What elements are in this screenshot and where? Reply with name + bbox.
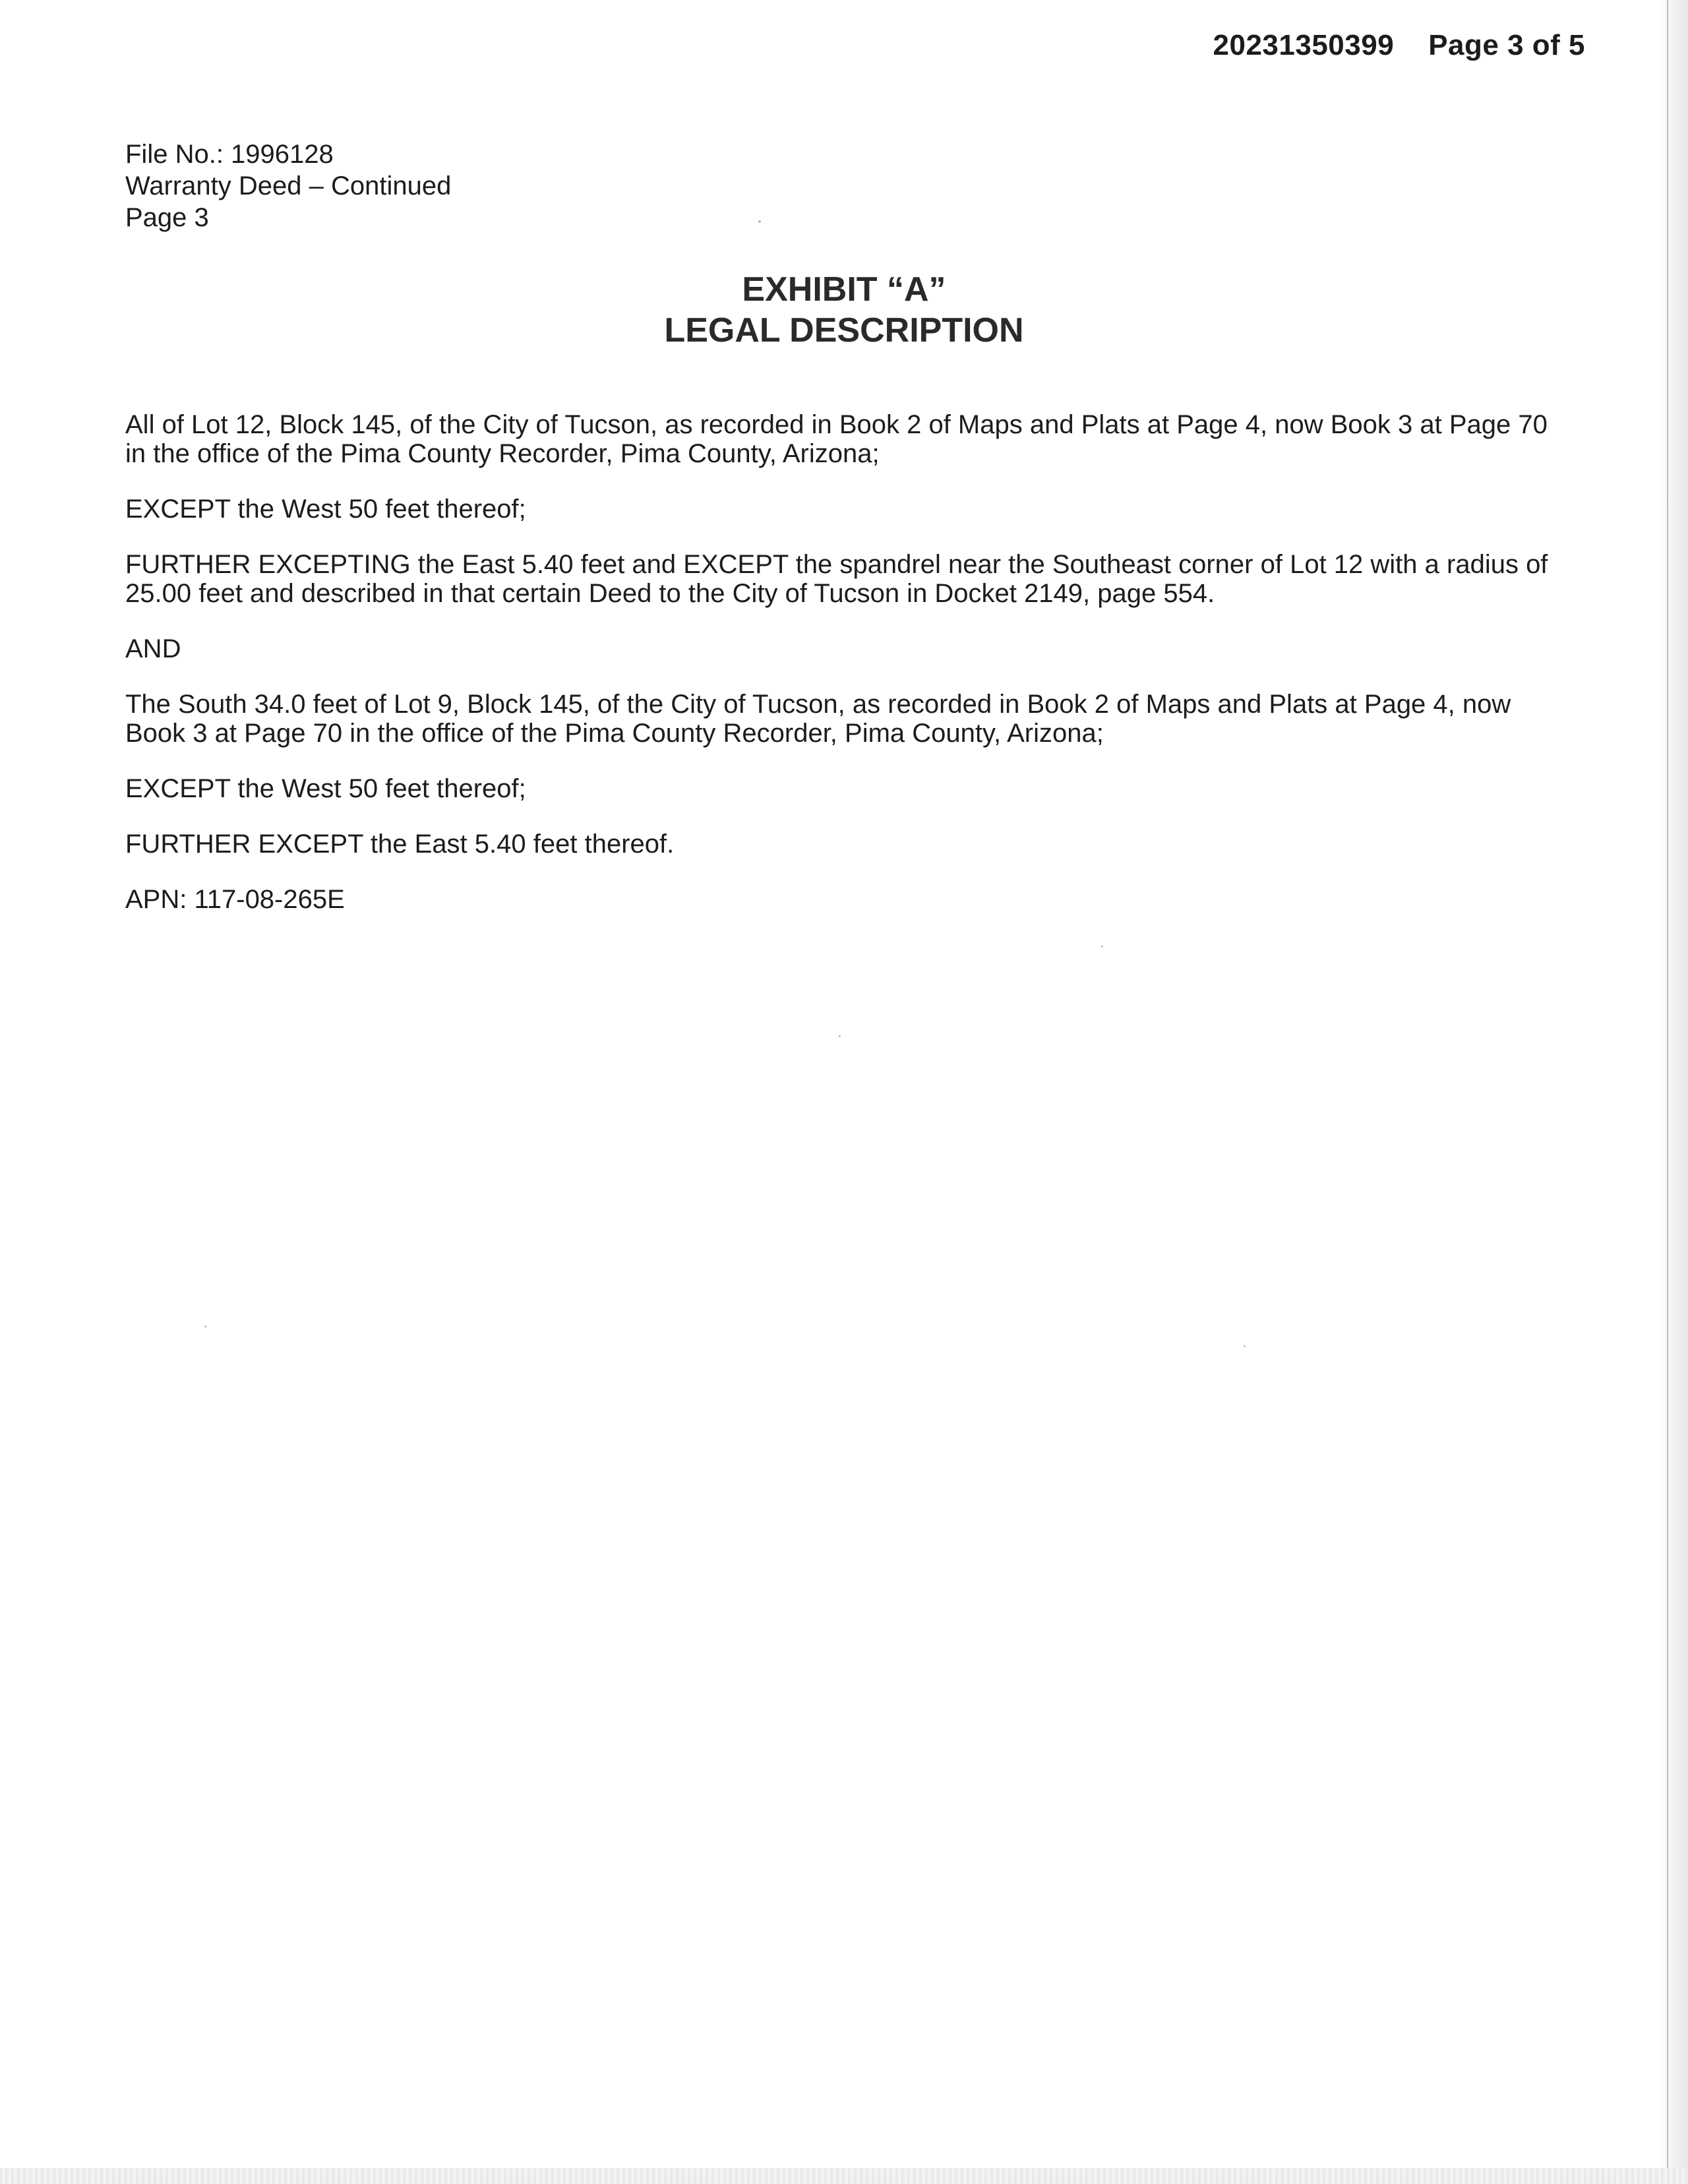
legal-paragraph: AND [125, 634, 181, 663]
recording-number: 20231350399 [1213, 29, 1395, 61]
legal-description-body [125, 410, 1569, 940]
exhibit-title: EXHIBIT “A” [742, 270, 946, 309]
legal-paragraph: FURTHER EXCEPTING the East 5.40 feet and EXCEPT the spandrel near the Southeast corner of Lot 12 with a radius of 25.00 feet and described in that certain Deed to the City of Tucson in Docket 2149, page 554. [125, 550, 1548, 608]
file-info-block [125, 138, 451, 233]
file-number: File No.: 1996128 [125, 140, 334, 169]
page-number: Page 3 [125, 203, 209, 232]
legal-paragraph: EXCEPT the West 50 feet thereof; [125, 495, 526, 524]
apn-line: APN: 117-08-265E [125, 885, 345, 914]
scan-speck [204, 1325, 206, 1327]
scan-edge-bottom [0, 2168, 1688, 2184]
scan-speck [1101, 946, 1103, 948]
exhibit-heading [0, 269, 1688, 351]
page-count-label: Page 3 of 5 [1428, 29, 1585, 61]
legal-paragraph: All of Lot 12, Block 145, of the City of Tucson, as recorded in Book 2 of Maps and Plats at Page 4, now Book 3 at Page 70 in the office of the Pima County Recorder, Pima County, Arizona; [125, 410, 1548, 468]
scan-speck [1244, 1345, 1246, 1347]
document-type: Warranty Deed – Continued [125, 171, 452, 200]
scan-edge-line [1667, 0, 1668, 2184]
legal-paragraph: The South 34.0 feet of Lot 9, Block 145, of the City of Tucson, as recorded in Book 2 of Maps and Plats at Page 4, now Book 3 at Page 70 in the office of the Pima County Recorder, Pima County, Arizona; [125, 690, 1511, 748]
legal-paragraph: EXCEPT the West 50 feet thereof; [125, 774, 526, 803]
recording-header [1213, 29, 1586, 62]
scan-speck [839, 1035, 841, 1037]
legal-paragraph: FURTHER EXCEPT the East 5.40 feet thereof. [125, 830, 675, 859]
scan-edge-right [1659, 0, 1688, 2184]
scan-speck [758, 220, 761, 223]
exhibit-subtitle: LEGAL DESCRIPTION [664, 311, 1024, 349]
